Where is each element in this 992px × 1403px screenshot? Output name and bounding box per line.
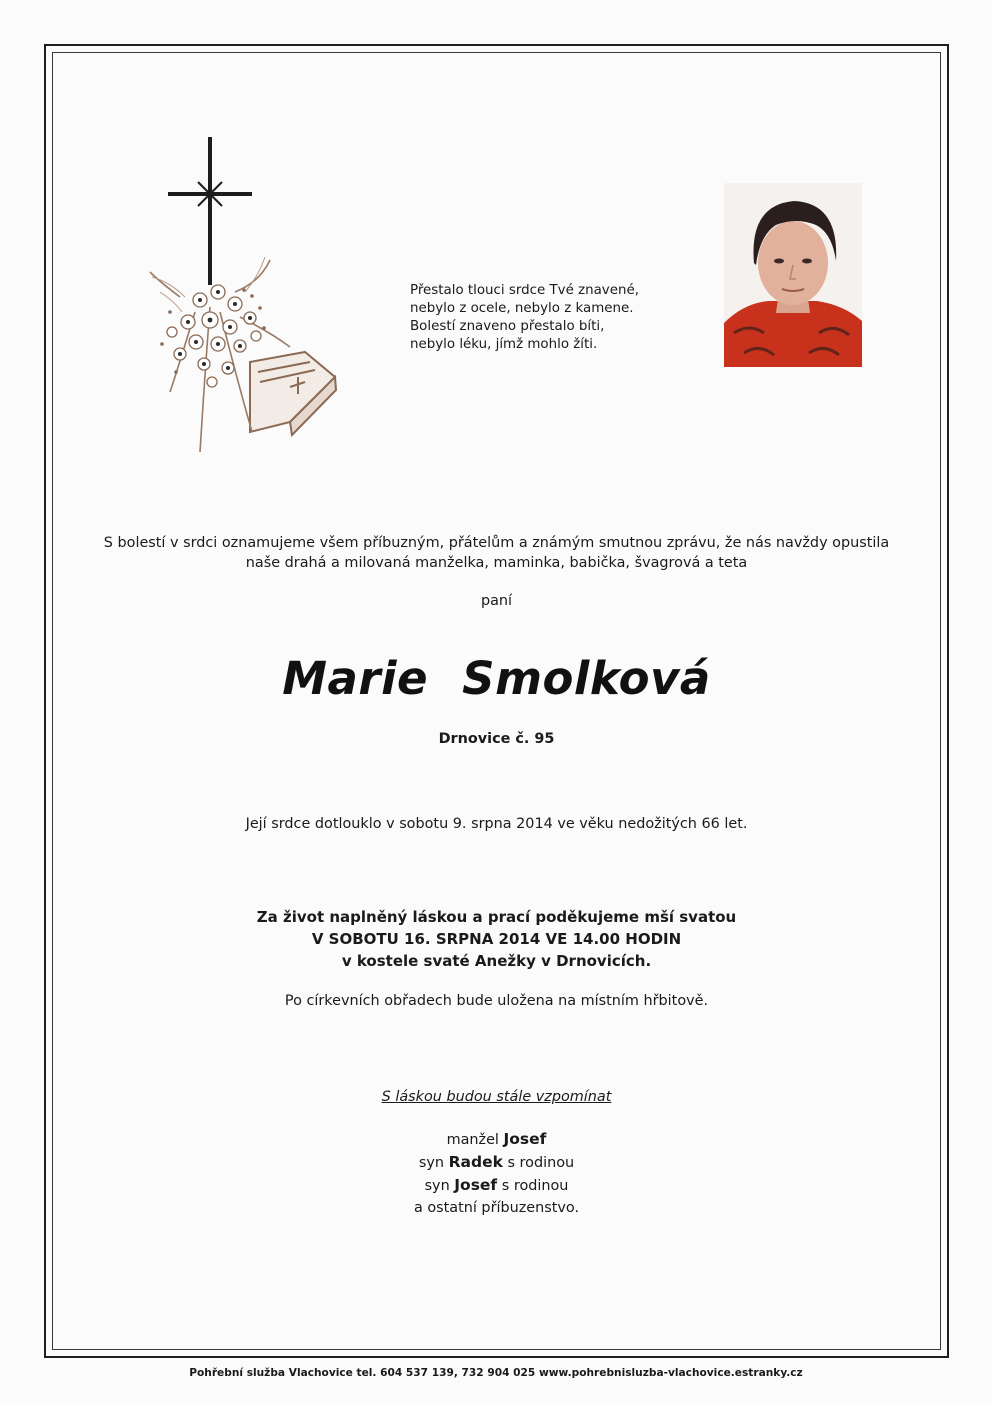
mourner-name: Radek	[448, 1153, 503, 1171]
poem-line: nebylo léku, jímž mohlo žíti.	[410, 337, 598, 352]
announcement-text	[52, 533, 941, 573]
mourner-suffix: s rodinou	[501, 1178, 569, 1194]
mourners-closing: a ostatní příbuzenstvo.	[413, 1200, 580, 1216]
remembrance-heading: S láskou budou stále vzpomínat	[381, 1089, 612, 1105]
ceremony-line: v kostele svaté Anežky v Drnovicích.	[341, 952, 652, 970]
mourner-line	[52, 1174, 941, 1197]
ceremony-details	[52, 906, 941, 972]
poem-line: nebylo z ocele, nebylo z kamene.	[410, 301, 634, 316]
mourner-line	[52, 1151, 941, 1174]
burial-notice: Po církevních obřadech bude uložena na místním hřbitově.	[284, 993, 709, 1009]
mourner-name: Josef	[503, 1130, 547, 1148]
death-notice: Její srdce dotlouklo v sobotu 9. srpna 2014 ve věku nedožitých 66 let.	[245, 816, 748, 832]
mourner-relation: syn	[418, 1155, 444, 1171]
poem-line: Přestalo tlouci srdce Tvé znavené,	[410, 283, 639, 298]
cross-flowers-book-emblem	[140, 132, 350, 462]
funeral-service-footer: Pohřební služba Vlachovice tel. 604 537 139, 732 904 025 www.pohrebnisluzba-vlachovice.estranky.cz	[189, 1367, 803, 1379]
mourner-name: Josef	[454, 1176, 498, 1194]
announcement-line: S bolestí v srdci oznamujeme všem příbuzným, přátelům a známým smutnou zprávu, že nás navždy opustila	[103, 535, 890, 551]
ceremony-line: Za život naplněný láskou a prací poděkujeme mší svatou	[256, 908, 737, 926]
announcement-line: naše drahá a milovaná manželka, maminka, babička, švagrová a teta	[245, 555, 748, 571]
mourner-relation: syn	[424, 1178, 450, 1194]
deceased-name: Marie Smolková	[282, 652, 711, 705]
portrait-photo	[724, 183, 862, 367]
deceased-address: Drnovice č. 95	[438, 731, 555, 747]
memorial-poem	[410, 282, 690, 354]
poem-line: Bolestí znaveno přestalo bíti,	[410, 319, 605, 334]
mourner-suffix: s rodinou	[507, 1155, 575, 1171]
salutation: paní	[480, 593, 513, 609]
mourners-list	[52, 1128, 941, 1219]
mourner-line	[52, 1128, 941, 1151]
mourner-relation: manžel	[446, 1132, 499, 1148]
ceremony-line: V SOBOTU 16. SRPNA 2014 VE 14.00 HODIN	[311, 930, 682, 948]
